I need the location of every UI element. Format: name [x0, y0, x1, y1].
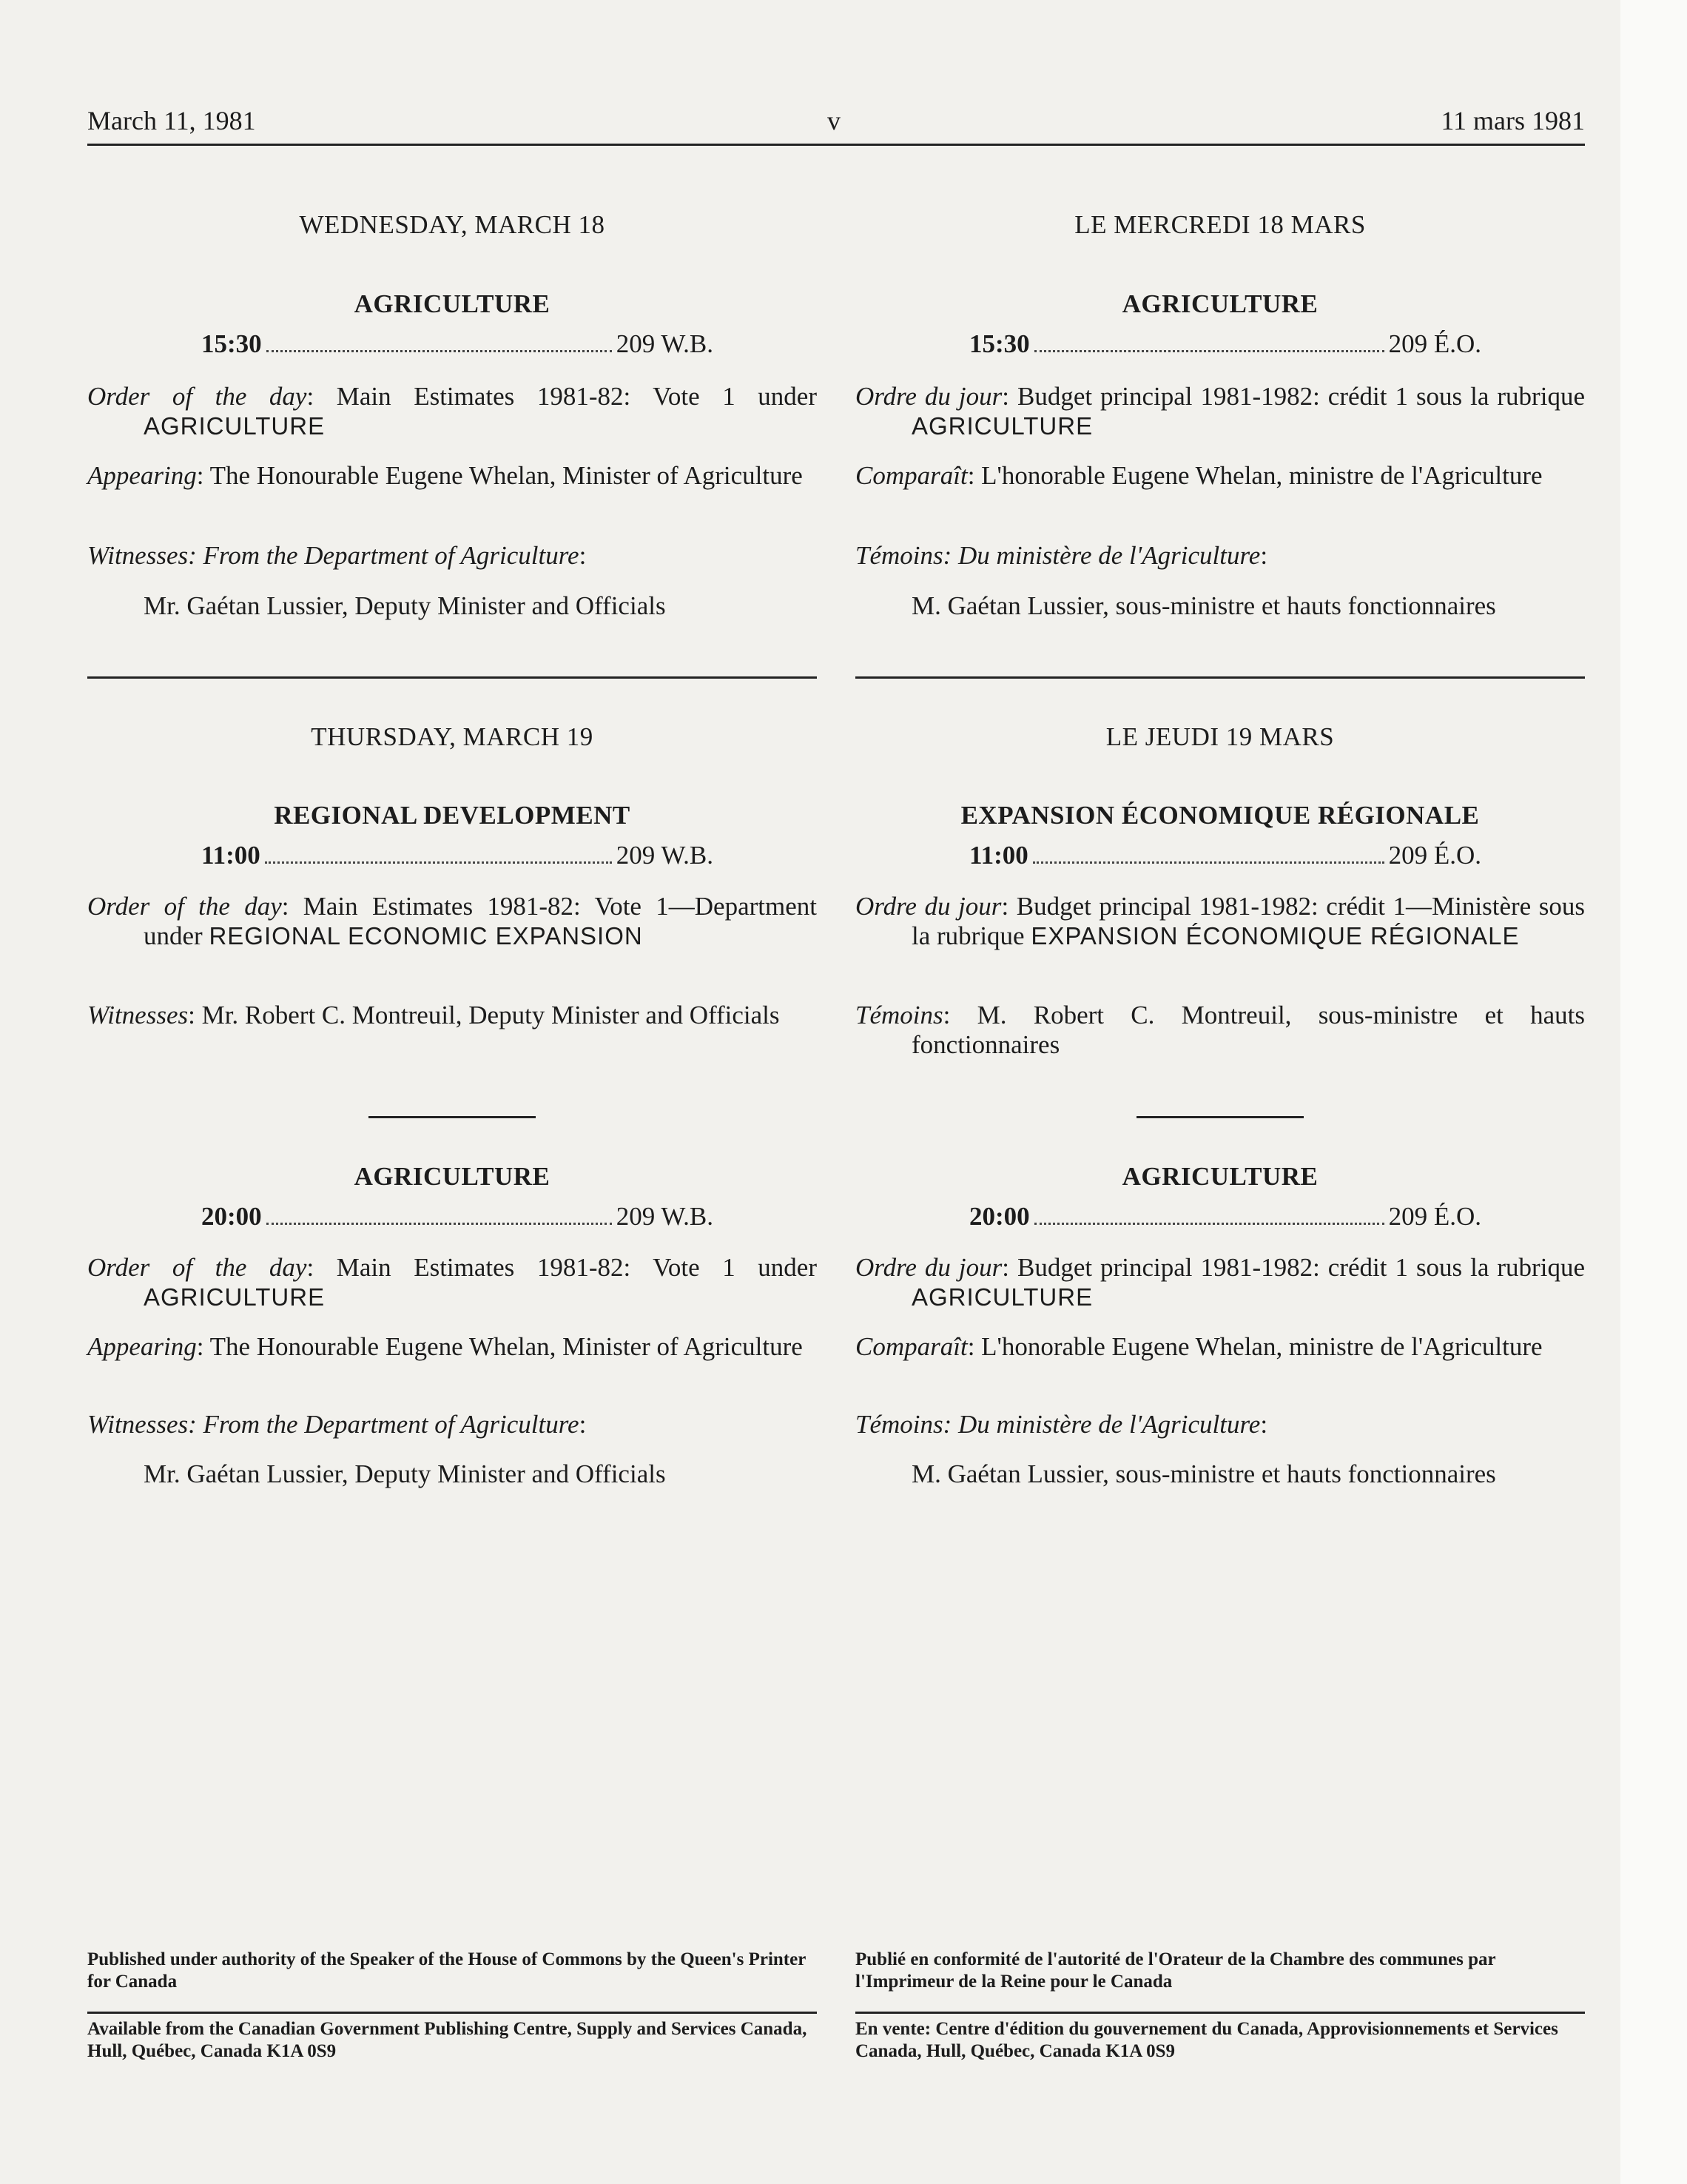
order-caps: EXPANSION ÉCONOMIQUE RÉGIONALE [1031, 922, 1520, 950]
appearing-label: Appearing [87, 1332, 197, 1361]
meeting-time: 15:30 [201, 329, 262, 358]
dot-leader [265, 861, 612, 864]
order-label: Ordre du jour [855, 1253, 1003, 1282]
meeting-room: 209 W.B. [616, 841, 713, 870]
meeting-time-room [969, 329, 1481, 359]
footer-available: En vente: Centre d'édition du gouvernement du Canada, Approvisionnements et Services Canada, Hull, Québec, Canada K1A 0S9 [855, 2019, 1558, 2061]
witnesses [855, 1410, 1585, 1439]
witnesses-text: : Du ministère de l'Agriculture [943, 1410, 1261, 1439]
meeting-room: 209 W.B. [616, 329, 713, 358]
witnesses-text: : M. Robert C. Montreuil, sous-ministre et hauts fonctionnaires [912, 1001, 1585, 1059]
appearing [855, 461, 1585, 491]
witness-names: M. Gaétan Lussier, sous-ministre et hauts fonctionnaires [912, 1459, 1496, 1488]
dot-leader [266, 350, 612, 352]
meeting-time: 15:30 [969, 329, 1030, 358]
committee-heading: AGRICULTURE [354, 289, 550, 318]
order-label: Order of the day [87, 1253, 307, 1282]
appearing-text: : L'honorable Eugene Whelan, ministre de l'Agriculture [967, 461, 1543, 490]
meeting-room: 209 É.O. [1388, 841, 1481, 870]
header-date-fr: 11 mars 1981 [1441, 106, 1585, 135]
section-divider [87, 676, 817, 679]
dot-leader [1033, 861, 1384, 864]
witnesses-text: : From the Department of Agriculture [188, 541, 579, 570]
witnesses-colon: : [1260, 1410, 1268, 1439]
witness-names: Mr. Gaétan Lussier, Deputy Minister and Officials [144, 1459, 666, 1488]
day-heading: LE MERCREDI 18 MARS [1074, 210, 1366, 239]
order-of-day [87, 1253, 817, 1312]
dot-leader [266, 1223, 612, 1225]
committee-heading: AGRICULTURE [1122, 1162, 1319, 1191]
order-text: : Budget principal 1981-1982: crédit 1 sous la rubrique [1002, 382, 1585, 411]
appearing-label: Comparaît [855, 461, 968, 490]
section-divider [855, 676, 1585, 679]
short-divider [1137, 1116, 1304, 1118]
appearing-text: : The Honourable Eugene Whelan, Minister of Agriculture [196, 1332, 803, 1361]
meeting-room: 209 É.O. [1388, 1202, 1481, 1231]
order-label: Ordre du jour [855, 892, 1002, 921]
witnesses [87, 1410, 817, 1439]
appearing-label: Appearing [87, 461, 197, 490]
order-of-day [855, 892, 1585, 951]
meeting-room: 209 W.B. [616, 1202, 713, 1231]
footer-published: Published under authority of the Speaker of the House of Commons by the Queen's Printer for Canada [87, 1949, 806, 1992]
order-label: Order of the day [87, 382, 307, 411]
order-of-day [855, 382, 1585, 441]
order-caps: AGRICULTURE [144, 1283, 326, 1311]
footer-divider [87, 2012, 817, 2014]
committee-heading: EXPANSION ÉCONOMIQUE RÉGIONALE [960, 801, 1480, 830]
short-divider [368, 1116, 536, 1118]
witnesses [87, 1001, 817, 1030]
order-of-day [855, 1253, 1585, 1312]
meeting-time: 20:00 [969, 1202, 1030, 1231]
dot-leader [1034, 350, 1384, 352]
appearing-label: Comparaît [855, 1332, 968, 1361]
page-header [87, 105, 1585, 146]
witnesses [855, 1001, 1585, 1060]
meeting-time-room [969, 1202, 1481, 1232]
appearing [87, 461, 817, 491]
meeting-time: 11:00 [201, 841, 260, 870]
witnesses-colon: : [579, 1410, 587, 1439]
witnesses [87, 541, 817, 571]
order-of-day [87, 382, 817, 441]
witness-names: Mr. Gaétan Lussier, Deputy Minister and Officials [144, 591, 666, 620]
order-text: : Main Estimates 1981-82: Vote 1—Department under [144, 892, 817, 950]
witnesses-label: Witnesses [87, 1410, 189, 1439]
witnesses [855, 541, 1585, 571]
witnesses-text: : Mr. Robert C. Montreuil, Deputy Minister and Officials [188, 1001, 780, 1029]
day-heading: WEDNESDAY, MARCH 18 [299, 210, 605, 239]
order-label: Ordre du jour [855, 382, 1003, 411]
order-text: : Main Estimates 1981-82: Vote 1 under [306, 382, 817, 411]
order-caps: REGIONAL ECONOMIC EXPANSION [209, 922, 643, 950]
order-text: : Budget principal 1981-1982: crédit 1—Ministère sous la rubrique [912, 892, 1585, 950]
appearing-text: : L'honorable Eugene Whelan, ministre de l'Agriculture [967, 1332, 1543, 1361]
committee-heading: REGIONAL DEVELOPMENT [274, 801, 630, 830]
witnesses-text: : From the Department of Agriculture [188, 1410, 579, 1439]
header-date-en: March 11, 1981 [87, 106, 256, 135]
order-caps: AGRICULTURE [912, 1283, 1094, 1311]
witnesses-label: Witnesses [87, 541, 189, 570]
day-heading: THURSDAY, MARCH 19 [311, 722, 593, 751]
meeting-room: 209 É.O. [1388, 329, 1481, 358]
day-heading: LE JEUDI 19 MARS [1105, 722, 1335, 751]
footer-divider [855, 2012, 1585, 2014]
meeting-time: 11:00 [969, 841, 1028, 870]
order-label: Order of the day [87, 892, 282, 921]
footer-published: Publié en conformité de l'autorité de l'Orateur de la Chambre des communes par l'Imprimeur de la Reine pour le Canada [855, 1949, 1496, 1992]
footer-available: Available from the Canadian Government Publishing Centre, Supply and Services Canada, Hull, Québec, Canada K1A 0S9 [87, 2019, 807, 2061]
witness-names: M. Gaétan Lussier, sous-ministre et hauts fonctionnaires [912, 591, 1496, 620]
page-right-margin [1620, 0, 1687, 2184]
witnesses-colon: : [579, 541, 587, 570]
meeting-time: 20:00 [201, 1202, 262, 1231]
meeting-time-room [201, 841, 713, 870]
appearing [87, 1332, 817, 1362]
witnesses-label: Témoins [855, 1001, 943, 1029]
witnesses-text: : Du ministère de l'Agriculture [943, 541, 1261, 570]
witnesses-colon: : [1260, 541, 1268, 570]
header-page-number: v [827, 106, 841, 135]
appearing [855, 1332, 1585, 1362]
witnesses-label: Témoins [855, 1410, 943, 1439]
order-caps: AGRICULTURE [912, 412, 1094, 440]
meeting-time-room [201, 329, 713, 359]
committee-heading: AGRICULTURE [1122, 289, 1319, 318]
order-of-day [87, 892, 817, 951]
order-caps: AGRICULTURE [144, 412, 326, 440]
order-text: : Main Estimates 1981-82: Vote 1 under [306, 1253, 817, 1282]
meeting-time-room [201, 1202, 713, 1232]
dot-leader [1034, 1223, 1384, 1225]
committee-heading: AGRICULTURE [354, 1162, 550, 1191]
order-text: : Budget principal 1981-1982: crédit 1 sous la rubrique [1002, 1253, 1585, 1282]
witnesses-label: Witnesses [87, 1001, 189, 1029]
witnesses-label: Témoins [855, 541, 943, 570]
meeting-time-room [969, 841, 1481, 870]
appearing-text: : The Honourable Eugene Whelan, Minister of Agriculture [196, 461, 803, 490]
